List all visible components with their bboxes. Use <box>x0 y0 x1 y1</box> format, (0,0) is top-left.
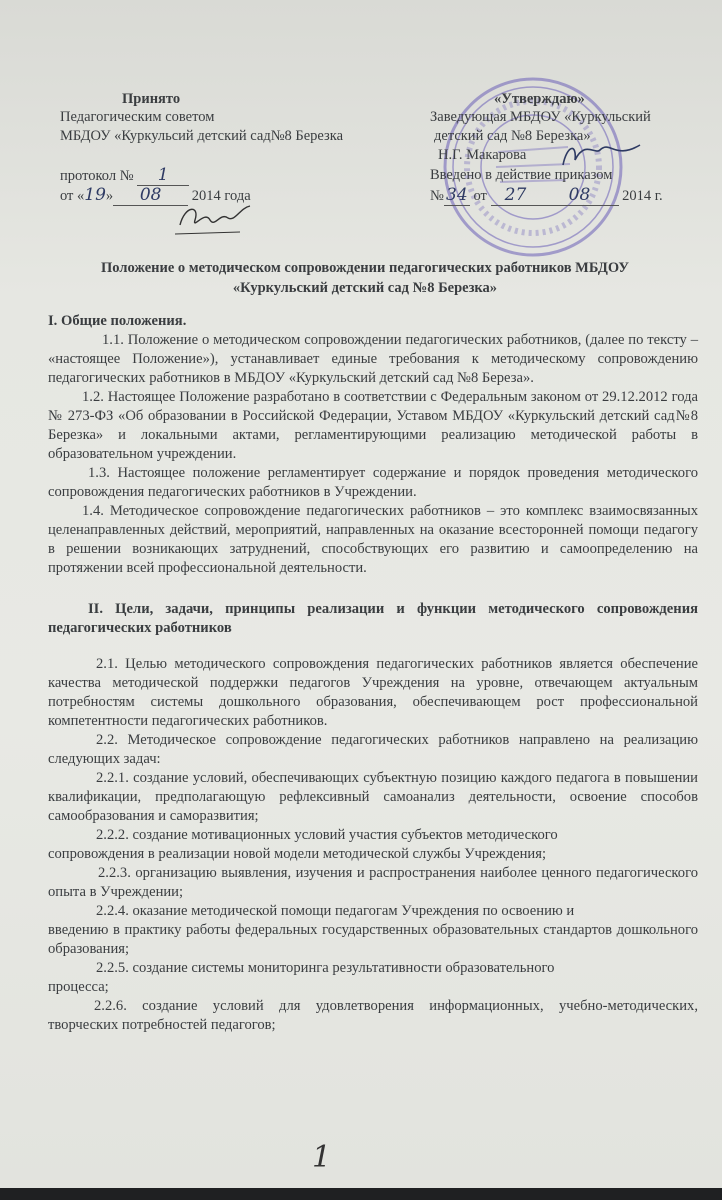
title-line-2: «Куркульский детский сад №8 Березка» <box>232 280 498 296</box>
page-number: 1 <box>312 1140 332 1175</box>
order-from: от <box>473 188 487 204</box>
paragraph-line: сопровождения в реализации новой модели методической службы Учреждения; <box>48 846 547 862</box>
paragraph <box>48 826 698 864</box>
order-year: 2014 г. <box>622 188 663 204</box>
document-body <box>48 312 698 1035</box>
order-line <box>430 186 663 206</box>
paragraph: 2.2. Методическое сопровождение педагогических работников направлено на реализацию следующих задач: <box>48 732 698 767</box>
order-day: 27 <box>491 186 541 206</box>
approver-title-line: Заведующая МБДОУ «Куркульский <box>430 109 651 125</box>
date-month: 08 <box>113 186 188 206</box>
paragraph: 2.2.1. создание условий, обеспечивающих субъектную позицию каждого педагога в повышении квалификации, предполагающую рефлексивный самоанализ деятельности, освоение способов самообразования и саморазвития; <box>48 770 698 824</box>
enacted-line: Введено в действие приказом <box>430 167 613 183</box>
background-edge <box>0 1188 722 1200</box>
approved-heading: «Утверждаю» <box>494 91 585 107</box>
protocol-number: 1 <box>137 166 189 186</box>
date-prefix: от « <box>60 188 85 204</box>
accepted-by-line: Педагогическим советом <box>60 109 215 125</box>
order-number: 34 <box>444 186 470 206</box>
document-title <box>40 258 690 298</box>
paragraph <box>48 902 698 959</box>
paragraph <box>48 959 698 997</box>
accepted-heading: Принято <box>122 91 181 107</box>
date-day: 19 <box>84 185 106 205</box>
section-heading: II. Цели, задачи, принципы реализации и функции методического сопровождения педагогических работников <box>48 601 698 636</box>
paragraph: 2.1. Целью методического сопровождения педагогических работников является обеспечение качества методической поддержки педагогов Учреждения на уровне, отвечающем актуальным потребностям системы дошкольного образования, обеспечивающем рост профессиональной компетентности педагогических работников. <box>48 656 698 729</box>
title-line-1: Положение о методическом сопровождении педагогических работников МБДОУ <box>101 260 629 276</box>
paragraph-line: процесса; <box>48 979 109 995</box>
approver-org-line: детский сад №8 Березка» <box>434 128 591 144</box>
order-prefix: № <box>430 188 444 204</box>
paragraph-line: 2.2.4. оказание методической помощи педагогам Учреждения по освоению и <box>96 903 575 919</box>
paragraph: 2.2.6. создание условий для удовлетворения информационных, учебно-методических, творческих потребностей педагогов; <box>48 998 698 1033</box>
order-month: 08 <box>541 186 619 206</box>
paragraph: 1.2. Настоящее Положение разработано в соответствии с Федеральным законом от 29.12.2012 года № 273-ФЗ «Об образовании в Российской Федерации, Уставом МБДОУ «Куркульский детский сад№8 Березка» и локальными актами, регламентирующими реализацию методической работы в образовательном учреждении. <box>48 389 698 462</box>
paragraph: 1.1. Положение о методическом сопровождении педагогических работников, (далее по тексту – «настоящее Положение»), устанавливает единые требования к методическому сопровождению педагогических работников в МБДОУ «Куркульский детский сад №8 Береза». <box>48 332 698 386</box>
paragraph: 1.3. Настоящее положение регламентирует содержание и порядок проведения методического сопровождения педагогических работников в Учреждении. <box>48 465 698 500</box>
council-signature <box>170 200 260 240</box>
paragraph-line: 2.2.2. создание мотивационных условий участия субъектов методического <box>96 827 558 843</box>
paragraph-line: 2.2.5. создание системы мониторинга результативности образовательного <box>96 960 555 976</box>
paragraph-line: введению в практику работы федеральных государственных образовательных стандартов дошкольного образования; <box>48 922 698 957</box>
date-sep: » <box>105 188 114 204</box>
protocol-line <box>60 166 189 186</box>
section-heading: I. Общие положения. <box>48 313 187 329</box>
accepted-org-line: МБДОУ «Куркульсий детский сад№8 Березка <box>60 128 344 144</box>
date-year: 2014 года <box>191 188 251 204</box>
approver-name: Н.Г. Макарова <box>438 147 527 163</box>
paragraph: 1.4. Методическое сопровождение педагогических работников – это комплекс взаимосвязанных целенаправленных действий, мероприятий, направленных на оказание всесторонней помощи педагогу в решении возникающих затруднений, способствующих его развитию и самоопределению на протяжении всей профессиональной деятельности. <box>48 503 698 576</box>
paragraph: 2.2.3. организацию выявления, изучения и распространения наиболее ценного педагогического опыта в Учреждении; <box>48 865 698 900</box>
protocol-label: протокол № <box>60 168 134 184</box>
